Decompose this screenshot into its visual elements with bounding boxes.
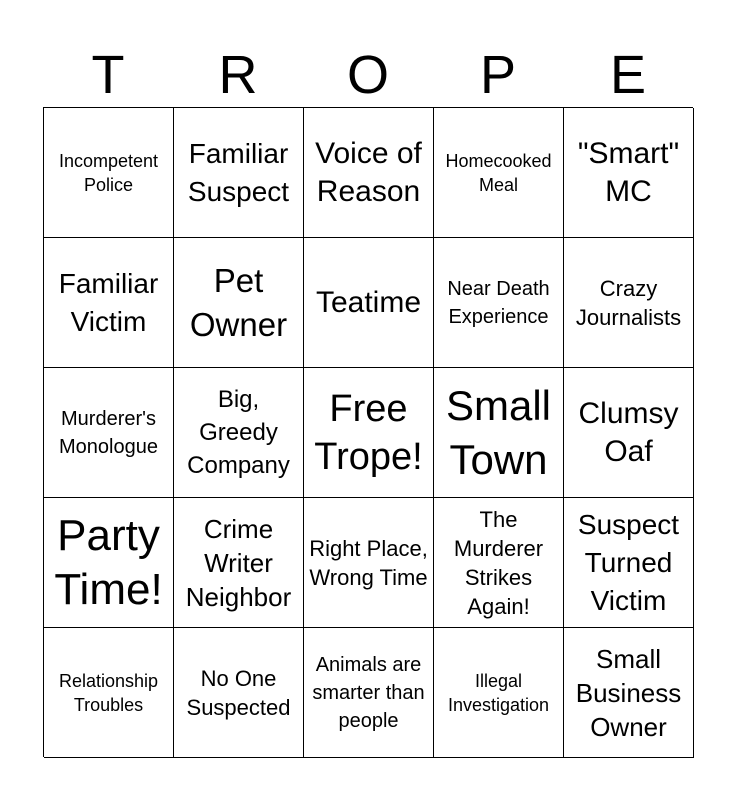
bingo-cell[interactable]: Pet Owner — [174, 238, 304, 368]
bingo-cell[interactable]: Party Time! — [44, 498, 174, 628]
bingo-cell[interactable]: Voice of Reason — [304, 108, 434, 238]
bingo-cell[interactable]: Suspect Turned Victim — [564, 498, 694, 628]
header-letter-t: T — [91, 45, 125, 105]
header-letter-r: R — [218, 45, 258, 105]
header-letter-p: P — [479, 45, 517, 105]
bingo-grid — [43, 107, 693, 757]
bingo-cell[interactable]: No One Suspected — [174, 628, 304, 758]
bingo-cell[interactable]: Big, Greedy Company — [174, 368, 304, 498]
bingo-cell[interactable]: Small Town — [434, 368, 564, 498]
bingo-cell[interactable]: Homecooked Meal — [434, 108, 564, 238]
header-letter-e: E — [609, 45, 647, 105]
bingo-header — [43, 44, 693, 106]
bingo-cell[interactable]: Teatime — [304, 238, 434, 368]
bingo-cell[interactable]: Crime Writer Neighbor — [174, 498, 304, 628]
bingo-cell[interactable]: Murderer's Monologue — [44, 368, 174, 498]
bingo-cell[interactable]: Relationship Troubles — [44, 628, 174, 758]
bingo-cell[interactable]: Incompetent Police — [44, 108, 174, 238]
bingo-cell[interactable]: Crazy Journalists — [564, 238, 694, 368]
header-letter-o: O — [346, 45, 389, 105]
bingo-cell free-space[interactable]: Free Trope! — [304, 368, 434, 498]
bingo-cell[interactable]: Illegal Investigation — [434, 628, 564, 758]
bingo-cell[interactable]: The Murderer Strikes Again! — [434, 498, 564, 628]
bingo-cell[interactable]: Near Death Experience — [434, 238, 564, 368]
bingo-cell[interactable]: Clumsy Oaf — [564, 368, 694, 498]
bingo-cell[interactable]: "Smart" MC — [564, 108, 694, 238]
bingo-cell[interactable]: Familiar Victim — [44, 238, 174, 368]
bingo-cell[interactable]: Small Business Owner — [564, 628, 694, 758]
bingo-cell[interactable]: Animals are smarter than people — [304, 628, 434, 758]
bingo-cell[interactable]: Right Place, Wrong Time — [304, 498, 434, 628]
bingo-cell[interactable]: Familiar Suspect — [174, 108, 304, 238]
